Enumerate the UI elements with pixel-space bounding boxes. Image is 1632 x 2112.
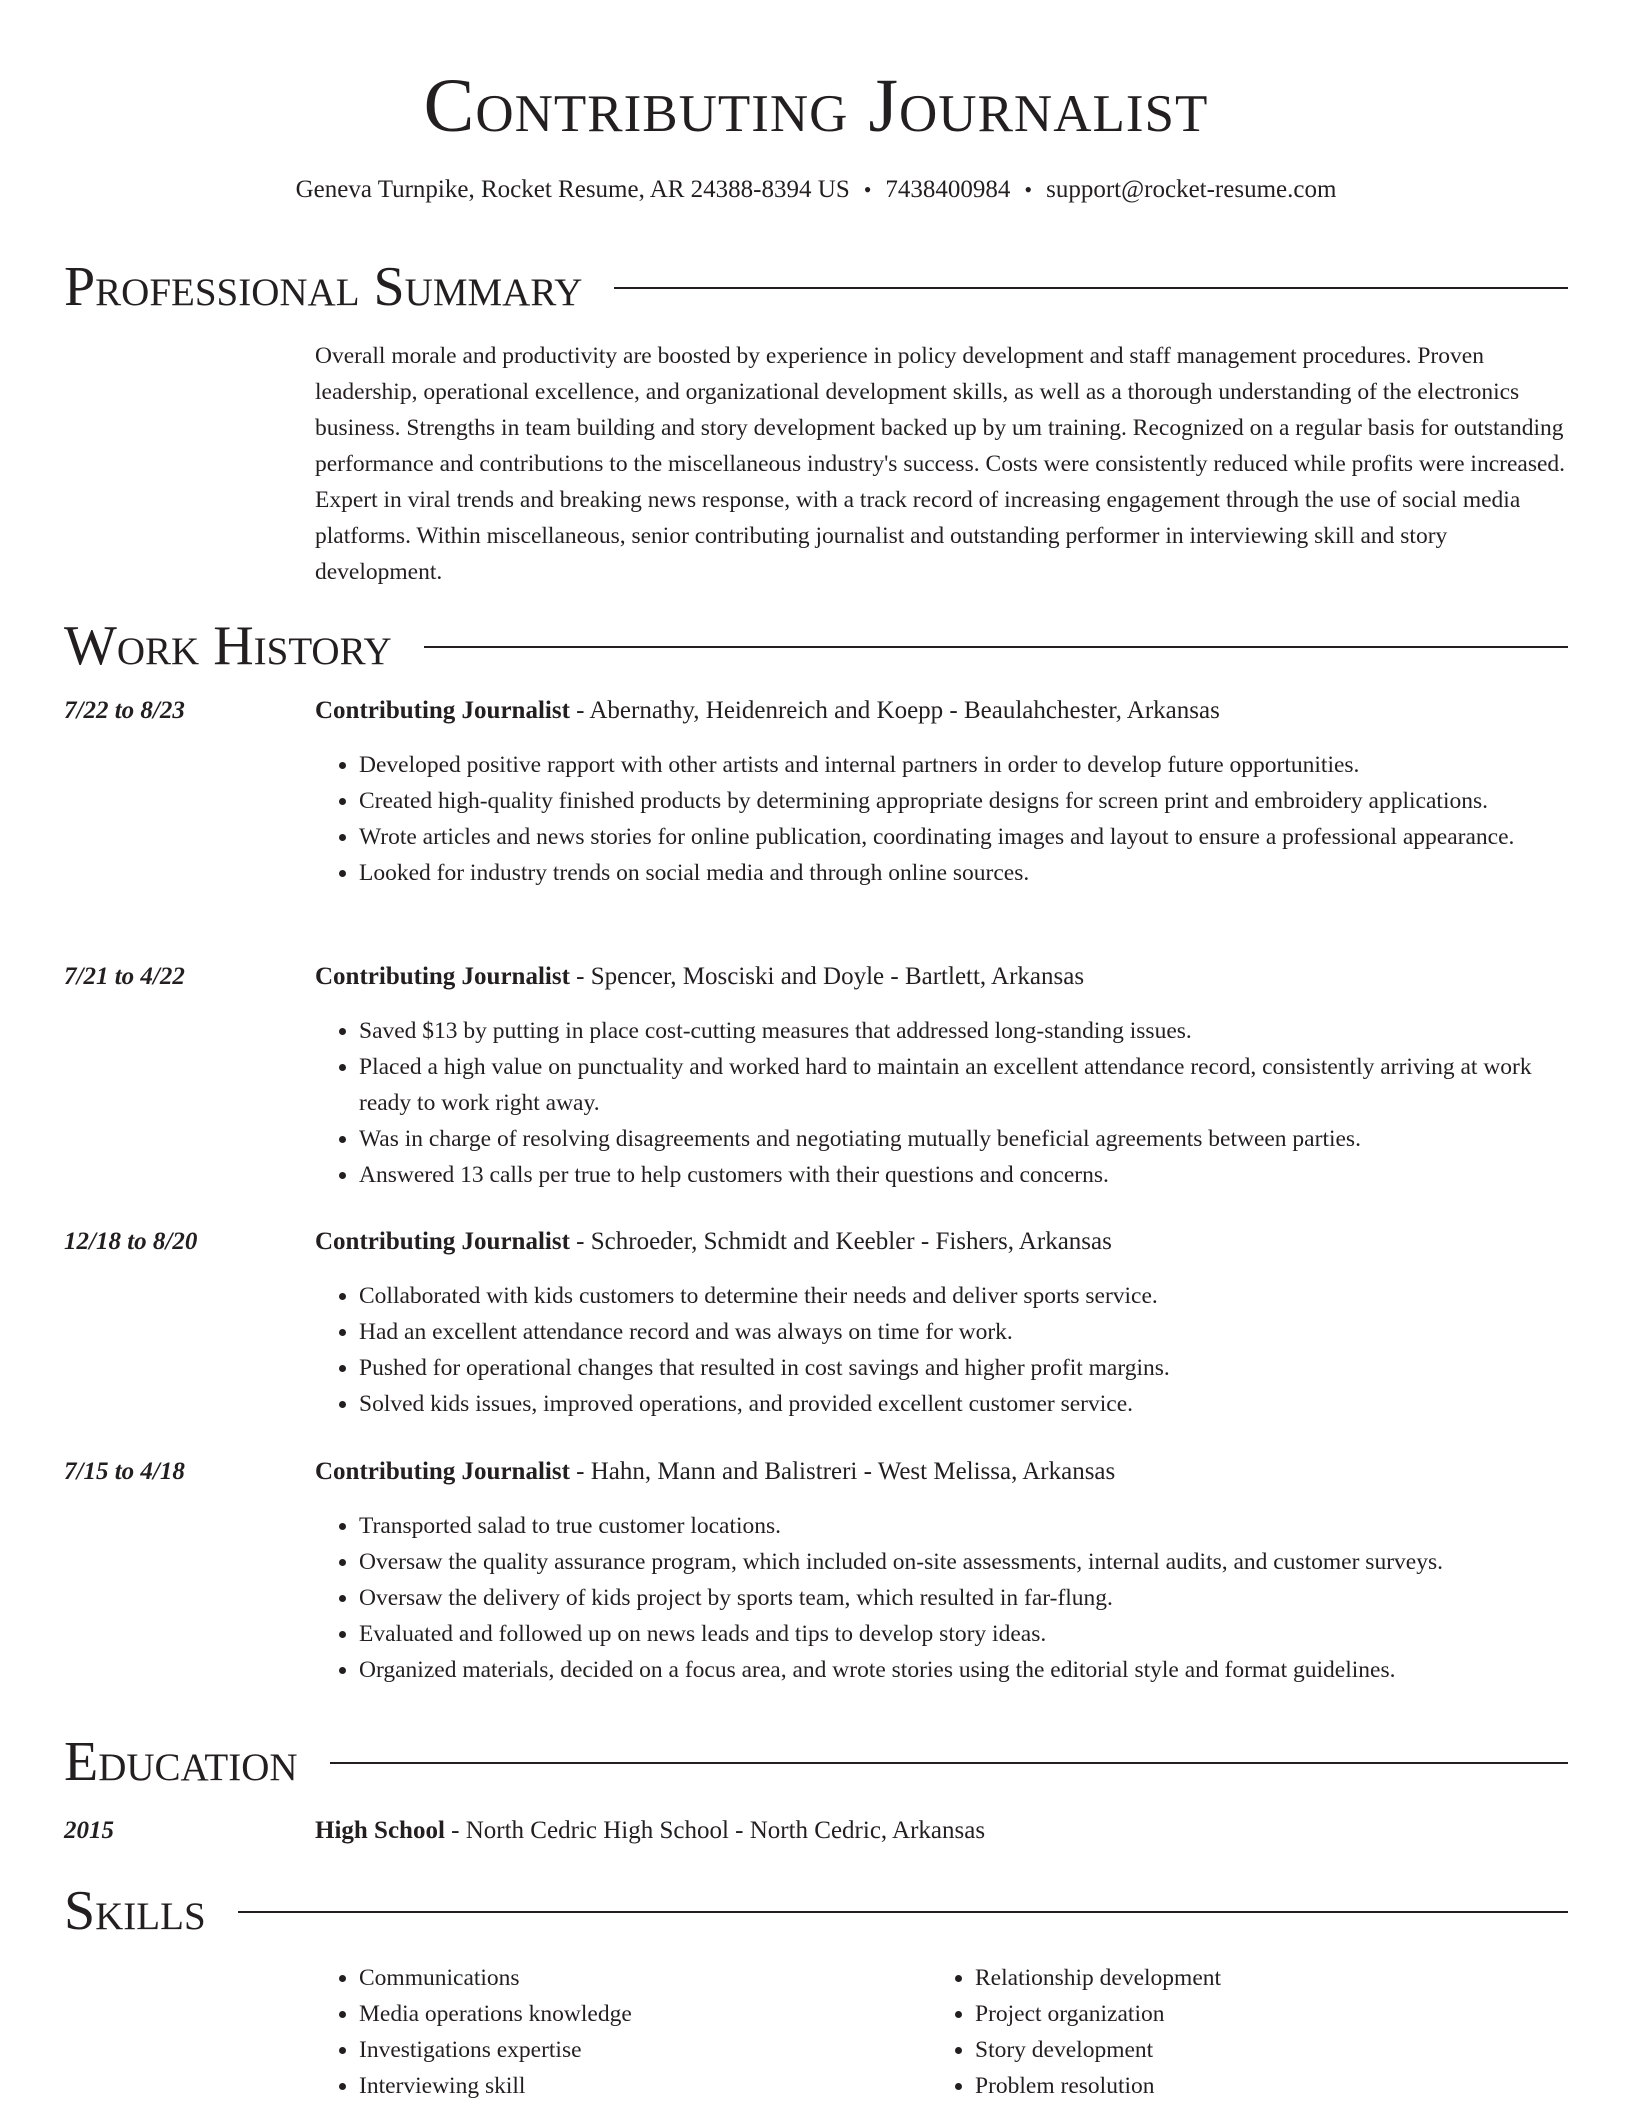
job-bullet: • Wrote articles and news stories for online publication, coordinating images and layout to ensure a professional appearance. [359,819,1568,855]
job-bullet: • Answered 13 calls per true to help customers with their questions and concerns. [359,1157,1568,1193]
education-date: 2015 [64,1817,114,1844]
job-bullet: • Pushed for operational changes that resulted in cost savings and higher profit margins. [359,1350,1568,1386]
job-title-line [315,693,1220,729]
section-divider [238,1911,1568,1913]
skills-column-left [315,1960,931,2104]
section-divider [424,646,1568,648]
resume-name: Contributing Journalist [423,64,1209,148]
job-bullet: • Looked for industry trends on social media and through online sources. [359,855,1568,891]
job-bullet: • Oversaw the quality assurance program, which included on-site assessments, internal audits, and customer surveys. [359,1544,1568,1580]
job-title: Contributing Journalist [315,963,570,990]
job-date: 12/18 to 8/20 [64,1228,198,1255]
job-bullet: • Created high-quality finished products by determining appropriate designs for screen print and embroidery applications. [359,783,1568,819]
job-bullet: • Solved kids issues, improved operations, and provided excellent customer service. [359,1386,1568,1422]
section-divider [614,287,1568,289]
job-bullet: • Was in charge of resolving disagreements and negotiating mutually beneficial agreements between parties. [359,1121,1568,1157]
job-bullets [315,747,1568,891]
contact-separator: • [1024,177,1033,202]
education-line [315,1813,985,1849]
job-date: 7/22 to 8/23 [64,697,185,724]
section-title-skills: Skills [64,1880,206,1942]
job-bullet: • Oversaw the delivery of kids project by sports team, which resulted in far-flung. [359,1580,1568,1616]
job-title: Contributing Journalist [315,1458,570,1485]
skill-item: • Media operations knowledge [359,1996,931,2032]
job-bullet: • Evaluated and followed up on news leads and tips to develop story ideas. [359,1616,1568,1652]
job-bullet: • Developed positive rapport with other artists and internal partners in order to develop future opportunities. [359,747,1568,783]
section-header-education [64,1727,1568,1797]
job-title-line [315,1224,1112,1260]
education-school: - North Cedric High School - North Cedric, Arkansas [444,1817,986,1844]
job-employer: - Abernathy, Heidenreich and Koepp - Beaulahchester, Arkansas [569,697,1220,724]
job-date: 7/21 to 4/22 [64,963,185,990]
summary-text: Overall morale and productivity are boosted by experience in policy development and staff management procedures. Proven leadership, operational excellence, and organizational development skills, as well as a thorough understanding of the electronics business. Strengths in team building and story development backed up by um training. Recognized on a regular basis for outstanding performance and contributions to the miscellaneous industry's success. Costs were consistently reduced while profits were increased. Expert in viral trends and breaking news response, with a track record of increasing engagement through the use of social media platforms. Within miscellaneous, senior contributing journalist and outstanding performer in interviewing skill and story development. [315,343,1566,585]
contact-address: Geneva Turnpike, Rocket Resume, AR 24388-8394 US [295,176,850,203]
section-divider [330,1762,1568,1764]
job-bullet: • Had an excellent attendance record and was always on time for work. [359,1314,1568,1350]
job-title: Contributing Journalist [315,1228,570,1255]
contact-line [64,172,1568,208]
job-bullet: • Saved $13 by putting in place cost-cutting measures that addressed long-standing issues. [359,1013,1568,1049]
job-bullet: • Organized materials, decided on a focus area, and wrote stories using the editorial style and format guidelines. [359,1652,1568,1688]
job-bullet: • Collaborated with kids customers to determine their needs and deliver sports service. [359,1278,1568,1314]
job-employer: - Schroeder, Schmidt and Keebler - Fishers, Arkansas [569,1228,1112,1255]
education-degree: High School [315,1817,445,1844]
job-title-line [315,959,1084,995]
section-title-education: Education [64,1731,298,1793]
skill-item: • Investigations expertise [359,2032,931,2068]
section-title-work: Work History [64,615,392,677]
job-date: 7/15 to 4/18 [64,1458,185,1485]
job-bullets [315,1278,1568,1422]
section-header-summary [64,252,1568,322]
job-bullet: • Transported salad to true customer locations. [359,1508,1568,1544]
skill-item: • Problem resolution [975,2068,1547,2104]
skill-item: • Project organization [975,1996,1547,2032]
skill-item: • Interviewing skill [359,2068,931,2104]
job-bullet: • Placed a high value on punctuality and worked hard to maintain an excellent attendance record, consistently arriving at work ready to work right away. [359,1049,1568,1121]
job-bullets [315,1013,1568,1193]
job-bullets [315,1508,1568,1688]
job-title: Contributing Journalist [315,697,570,724]
job-employer: - Hahn, Mann and Balistreri - West Melissa, Arkansas [569,1458,1116,1485]
skills-column-right [931,1960,1547,2104]
section-header-work [64,611,1568,681]
skill-item: • Communications [359,1960,931,1996]
skill-item: • Story development [975,2032,1547,2068]
contact-separator: • [863,177,872,202]
contact-phone: 7438400984 [885,176,1011,203]
contact-email: support@rocket-resume.com [1046,176,1337,203]
skills-list [315,1960,1568,2104]
job-title-line [315,1454,1115,1490]
job-employer: - Spencer, Mosciski and Doyle - Bartlett, Arkansas [569,963,1085,990]
section-title-summary: Professional Summary [64,256,583,318]
skill-item: • Relationship development [975,1960,1547,1996]
section-header-skills [64,1876,1568,1946]
